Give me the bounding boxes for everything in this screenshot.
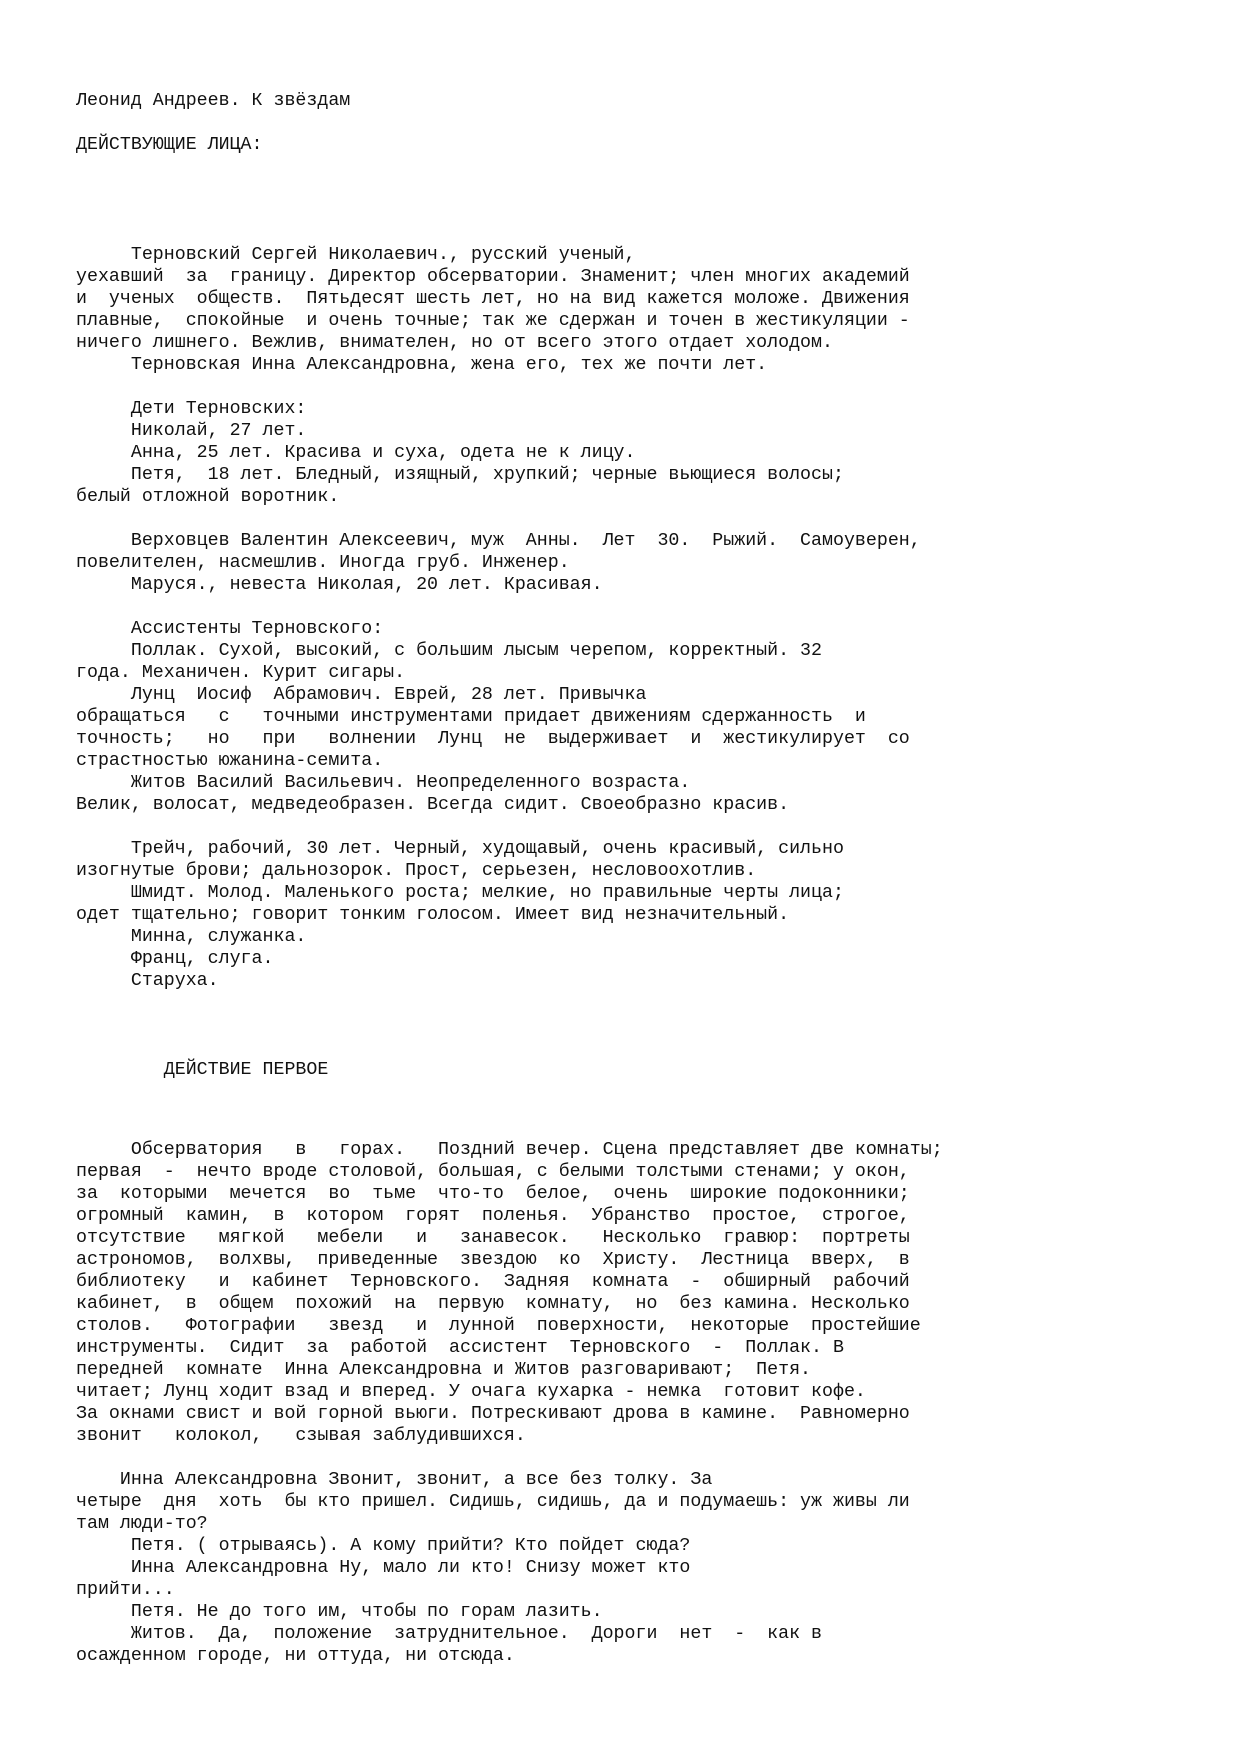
act-line: читает; Лунц ходит взад и вперед. У очага кухарка - немка готовит кофе. [76,1382,866,1402]
document-title: Леонид Андреев. К звёздам [76,91,351,111]
cast-line: Терновская Инна Александровна, жена его, тех же почти лет. [76,355,768,375]
act-line: Петя. ( отрываясь). А кому прийти? Кто пойдет сюда? [76,1536,691,1556]
act-line: За окнами свист и вой горной вьюги. Потрескивают дрова в камине. Равномерно [76,1404,910,1424]
act-line: кабинет, в общем похожий на первую комнату, но без камина. Несколько [76,1294,910,1314]
cast-line: белый отложной воротник. [76,487,340,507]
act-line: передней комнате Инна Александровна и Житов разговаривают; Петя. [76,1360,812,1380]
act-line: огромный камин, в котором горят поленья. Убранство простое, строгое, [76,1206,910,1226]
cast-line: Петя, 18 лет. Бледный, изящный, хрупкий; черные вьющиеся волосы; [76,465,844,485]
cast-line: Старуха. [76,971,219,991]
act-line: Инна Александровна Звонит, звонит, а все без толку. За [76,1470,713,1490]
cast-line: Франц, слуга. [76,949,274,969]
cast-line: повелителен, насмешлив. Иногда груб. Инженер. [76,553,570,573]
act-line: астрономов, волхвы, приведенные звездою ко Христу. Лестница вверх, в [76,1250,910,1270]
cast-line: Лунц Иосиф Абрамович. Еврей, 28 лет. Привычка [76,685,647,705]
cast-line: Анна, 25 лет. Красива и суха, одета не к лицу. [76,443,636,463]
cast-line: ничего лишнего. Вежлив, внимателен, но от всего этого отдает холодом. [76,333,833,353]
act-line: там люди-то? [76,1514,208,1534]
cast-line: изогнутые брови; дальнозорок. Прост, серьезен, несловоохотлив. [76,861,757,881]
cast-line: Николай, 27 лет. [76,421,307,441]
cast-line: Шмидт. Молод. Маленького роста; мелкие, но правильные черты лица; [76,883,844,903]
cast-line: Верховцев Валентин Алексеевич, муж Анны. Лет 30. Рыжий. Самоуверен, [76,531,921,551]
cast-line: Минна, служанка. [76,927,307,947]
act-line: осажденном городе, ни оттуда, ни отсюда. [76,1646,515,1666]
act-line: Житов. Да, положение затруднительное. Дороги нет - как в [76,1624,822,1644]
act-line: прийти... [76,1580,175,1600]
cast-line: Ассистенты Терновского: [76,619,384,639]
cast-line: страстностью южанина-семита. [76,751,384,771]
cast-line: плавные, спокойные и очень точные; так же сдержан и точен в жестикуляции - [76,311,910,331]
cast-line: и ученых обществ. Пятьдесят шесть лет, но на вид кажется моложе. Движения [76,289,910,309]
act-line: звонит колокол, сзывая заблудившихся. [76,1426,526,1446]
cast-line: уехавший за границу. Директор обсерватории. Знаменит; член многих академий [76,267,910,287]
act-line: столов. Фотографии звезд и лунной поверхности, некоторые простейшие [76,1316,921,1336]
act-line: библиотеку и кабинет Терновского. Задняя комната - обширный рабочий [76,1272,910,1292]
cast-line: Житов Василий Васильевич. Неопределенного возраста. [76,773,691,793]
act-line: отсутствие мягкой мебели и занавесок. Несколько гравюр: портреты [76,1228,910,1248]
act-line: за которыми мечется во тьме что-то белое, очень широкие подоконники; [76,1184,910,1204]
act-line: Обсерватория в горах. Поздний вечер. Сцена представляет две комнаты; [76,1140,943,1160]
cast-line: Трейч, рабочий, 30 лет. Черный, худощавый, очень красивый, сильно [76,839,844,859]
cast-line: обращаться с точными инструментами придает движениям сдержанность и [76,707,866,727]
act-line: Инна Александровна Ну, мало ли кто! Снизу может кто [76,1558,691,1578]
cast-line: точность; но при волнении Лунц не выдерживает и жестикулирует со [76,729,910,749]
act-line: первая - нечто вроде столовой, большая, с белыми толстыми стенами; у окон, [76,1162,910,1182]
cast-line: Поллак. Сухой, высокий, с большим лысым черепом, корректный. 32 [76,641,822,661]
act-line: инструменты. Сидит за работой ассистент Терновского - Поллак. В [76,1338,844,1358]
cast-line: Дети Терновских: [76,399,307,419]
act-line: Петя. Не до того им, чтобы по горам лазить. [76,1602,603,1622]
cast-heading: ДЕЙСТВУЮЩИЕ ЛИЦА: [76,135,263,155]
act-heading: ДЕЙСТВИЕ ПЕРВОЕ [76,1060,329,1080]
cast-line: Велик, волосат, медведеобразен. Всегда сидит. Своеобразно красив. [76,795,790,815]
cast-line: Маруся., невеста Николая, 20 лет. Красивая. [76,575,603,595]
act-line: четыре дня хоть бы кто пришел. Сидишь, сидишь, да и подумаешь: уж живы ли [76,1492,910,1512]
cast-line: одет тщательно; говорит тонким голосом. Имеет вид незначительный. [76,905,790,925]
cast-line: года. Механичен. Курит сигары. [76,663,406,683]
cast-line: Терновский Сергей Николаевич., русский ученый, [76,245,636,265]
